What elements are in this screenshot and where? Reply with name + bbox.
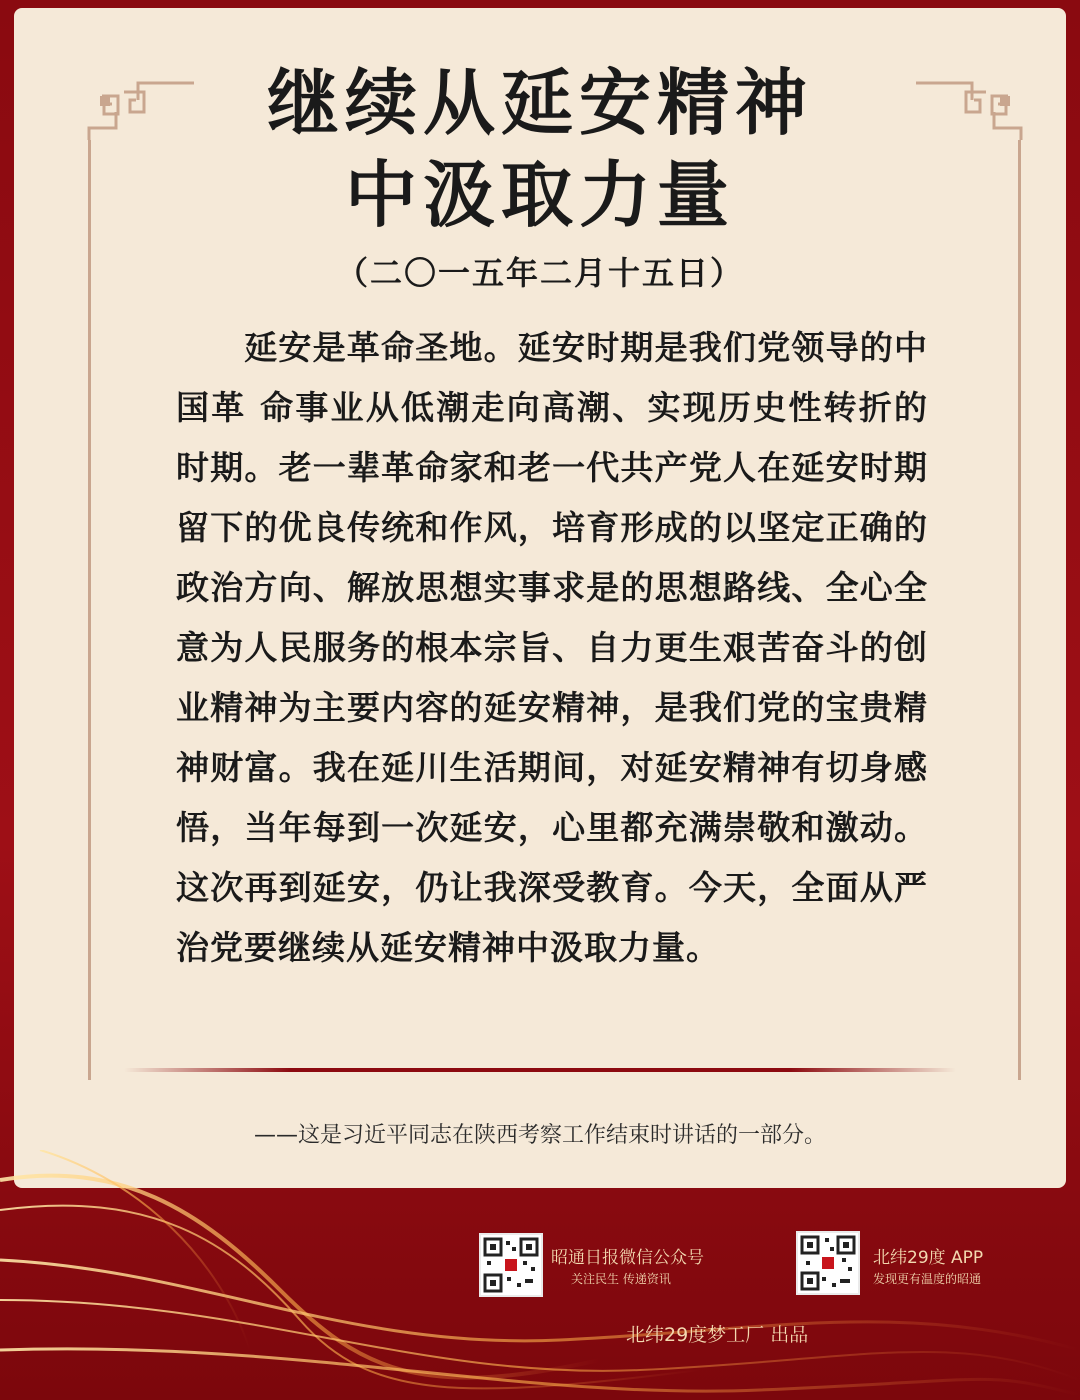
qr-pattern-icon: [481, 1235, 541, 1295]
qr-pattern-icon: [798, 1233, 858, 1293]
producer-credit: 北纬29度梦工厂 出品: [626, 1324, 809, 1346]
qr-code-wechat: [479, 1233, 543, 1297]
date-line: （二〇一五年二月十五日）: [335, 254, 744, 292]
title-line-2: 中汲取力量: [344, 153, 735, 237]
qr-right-title: 北纬29度 APP: [873, 1248, 984, 1268]
qr-right-subtitle: 发现更有温度的昭通: [873, 1272, 982, 1286]
body-paragraph: 延安是革命圣地。延安时期是我们党领导的中国革 命事业从低潮走向高潮、实现历史性转折的时期。老一辈革命家和老一代共产党人在延安时期留下的优良传统和作风，培育形成的以坚定正确的政治方向、解放思想实事求是的思想路线、全心全意为人民服务的根本宗旨、自力更生艰苦奋斗的创业精神为主要内容的延安精神，是我们党的宝贵精神财富。我在延川生活期间，对延安精神有切身感悟，当年每到一次延安，心里都充满崇敬和激动。这次再到延安，仍让我深受教育。今天，全面从严治党要继续从延安精神中汲取力量。: [176, 328, 928, 967]
qr-left-subtitle: 关注民生 传递资讯: [571, 1272, 671, 1286]
attribution-text: ——这是习近平同志在陕西考察工作结束时讲话的一部分。: [253, 1123, 826, 1148]
divider-line: [124, 1068, 956, 1072]
body-text: [176, 318, 928, 978]
qr-left-title: 昭通日报微信公众号: [551, 1248, 704, 1268]
title-line-1: 继续从延安精神: [266, 61, 813, 145]
qr-code-app: [796, 1231, 860, 1295]
